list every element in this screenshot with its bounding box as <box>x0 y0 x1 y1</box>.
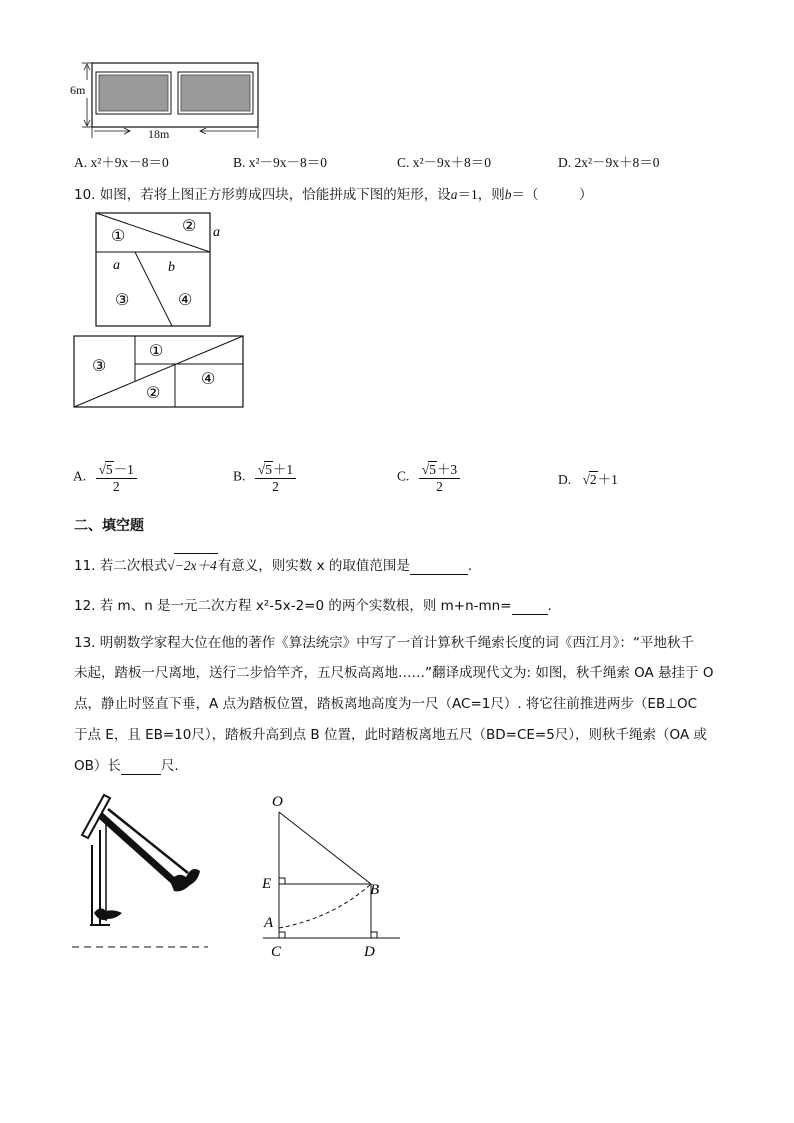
square-dissection <box>92 208 232 330</box>
q10-option-c[interactable] <box>397 458 460 495</box>
swing-illustration <box>70 785 220 955</box>
q10-option-a-label: A. <box>73 468 87 484</box>
q10-var-a: a <box>450 187 458 202</box>
q10-stem <box>74 183 593 203</box>
point-label-O: O <box>272 794 283 810</box>
q10-option-d-label: D. <box>558 472 572 487</box>
plot-left <box>99 75 168 111</box>
point-label-A: A <box>264 915 274 931</box>
q10-option-c-fraction: $\frac{√5+3}{2}$ <box>419 458 460 495</box>
q11-answer-blank[interactable] <box>410 558 468 575</box>
rect-piece-2: ② <box>146 385 161 402</box>
q11-prefix: 11. 若二次根式 <box>74 558 168 574</box>
q10-suffix: ＝（ ） <box>511 187 593 203</box>
q9-option-b[interactable]: B. x²－9x－8＝0 <box>233 155 328 170</box>
swing-rider-pushed <box>170 869 200 891</box>
rect-piece-3: ③ <box>92 358 107 375</box>
q11: 11. 若二次根式√−2x＋4有意义，则实数 x 的取值范围是 . <box>74 553 472 575</box>
q13-answer-blank[interactable] <box>121 758 161 775</box>
rect-piece-4: ④ <box>201 371 216 388</box>
square-label-a-right: a <box>213 225 220 240</box>
square-slant-cut <box>135 252 172 326</box>
q10-option-c-label: C. <box>397 468 410 484</box>
q11-suffix: 有意义，则实数 x 的取值范围是 <box>217 558 410 574</box>
q10-option-b[interactable] <box>233 458 296 495</box>
arc-AB <box>279 884 371 928</box>
q9-option-d[interactable]: D. 2x²－9x＋8＝0 <box>558 155 660 170</box>
q11-radicand: −2x＋4 <box>174 553 218 574</box>
square-piece-3: ③ <box>115 292 130 309</box>
swing-geometry-diagram <box>258 790 408 962</box>
swing-rider-rest <box>94 908 122 920</box>
q13-line-2: 未起，踏板一尺离地，送行二步恰竿齐，五尺板高离地……”翻译成现代文为: 如图，秋千绳索 OA 悬挂于 O <box>74 665 714 681</box>
plot-right <box>181 75 250 111</box>
q10-option-d[interactable]: D. √2＋1 <box>558 472 618 487</box>
square-label-b-inner: b <box>168 260 175 275</box>
segment-OB <box>279 812 371 884</box>
point-label-E: E <box>262 876 272 892</box>
q12: 12. 若 m、n 是一元二次方程 x²-5x-2=0 的两个实数根，则 m+n-mn= . <box>74 598 552 614</box>
q13-line-1: 13. 明朝数学家程大位在他的著作《算法统宗》中写了一首计算秋千绳索长度的词《西江月》：“平地秋千 <box>74 635 695 651</box>
rectangle-assembly <box>70 332 250 412</box>
q12-answer-blank[interactable] <box>512 598 548 615</box>
square-piece-2: ② <box>182 218 197 235</box>
width-label: 18m <box>148 127 170 141</box>
ground-dashed-line <box>70 944 210 950</box>
square-piece-4: ④ <box>178 292 193 309</box>
q13-line-4: 于点 E，且 EB=10尺），踏板升高到点 B 位置，此时踏板离地五尺（BD=CE=5尺），则秋千绳索（OA 或 <box>74 727 707 743</box>
square-piece-1: ① <box>111 228 126 245</box>
q13-line-5-post: 尺. <box>160 758 179 774</box>
point-label-B: B <box>370 882 380 898</box>
q10-option-a-fraction: $\frac{√5-1}{2}$ <box>96 458 137 495</box>
rect-piece-1: ① <box>149 343 164 360</box>
q10-eq: ＝1，则 <box>457 187 505 202</box>
q10-option-b-label: B. <box>233 468 246 484</box>
q12-text: 12. 若 m、n 是一元二次方程 x²-5x-2=0 的两个实数根，则 m+n-mn= <box>74 598 512 614</box>
section-title: 二、填空题 <box>74 518 144 534</box>
q10-var-b: b <box>504 187 512 202</box>
swing-rope-pushed <box>100 815 178 885</box>
point-label-C: C <box>271 944 282 960</box>
q13-line-3: 点，静止时竖直下垂，A 点为踏板位置，踏板离地高度为一尺（AC=1尺）. 将它往前推进两步（EB⊥OC <box>74 696 698 712</box>
q10-option-b-fraction: $\frac{√5+1}{2}$ <box>255 458 296 495</box>
height-label: 6m <box>70 83 86 97</box>
q10-prefix: 10. 如图，若将上图正方形剪成四块，恰能拼成下图的矩形，设 <box>74 187 451 203</box>
square-label-a-inner: a <box>113 258 120 273</box>
q10-option-a[interactable] <box>73 458 137 495</box>
q13-line-5 <box>74 754 179 775</box>
point-label-D: D <box>364 944 375 960</box>
q13-line-5-pre: OB）长 <box>74 758 121 774</box>
q9-option-a[interactable]: A. x²＋9x－8＝0 <box>74 155 169 170</box>
q9-option-c[interactable]: C. x²－9x＋8＝0 <box>397 155 492 170</box>
